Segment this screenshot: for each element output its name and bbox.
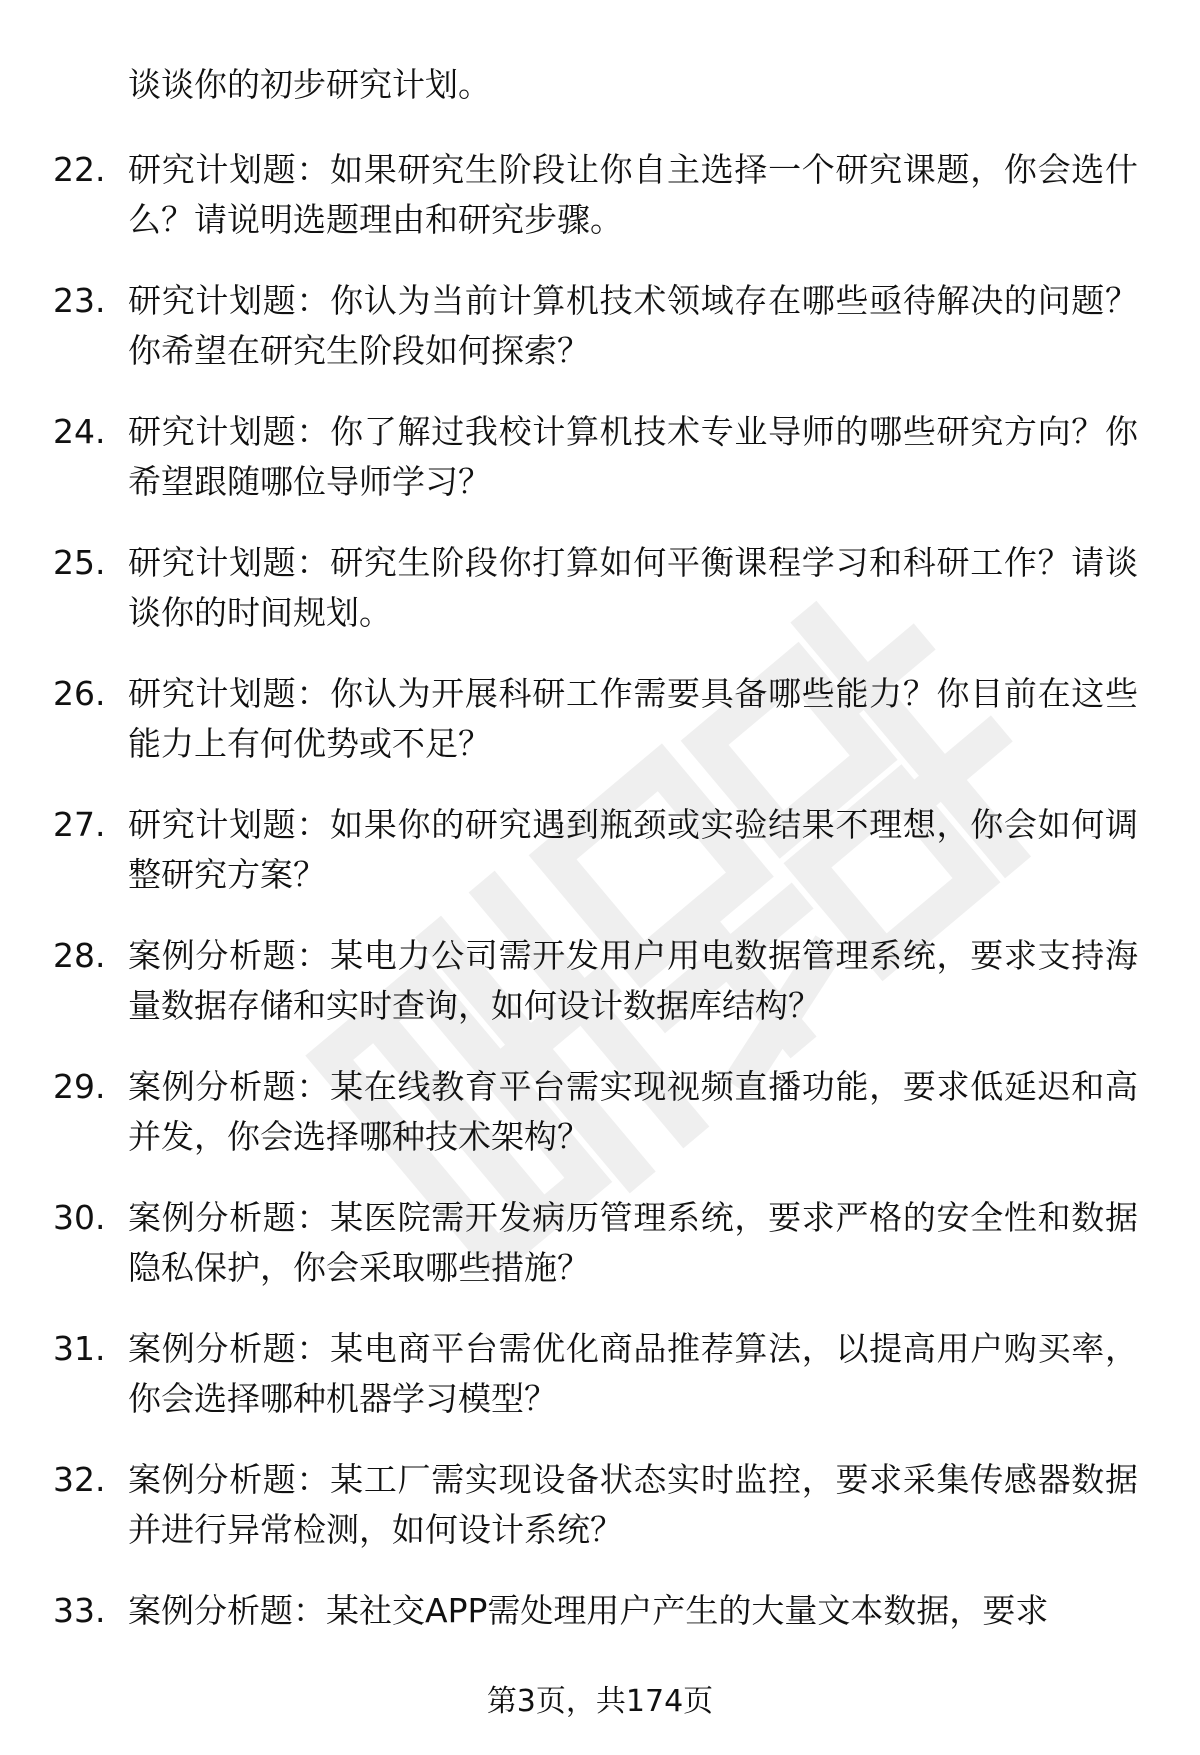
question-number: 30. <box>53 1198 106 1237</box>
continuation-text: 谈谈你的初步研究计划。 <box>128 65 491 104</box>
question-text: 研究计划题：你认为开展科研工作需要具备哪些能力？你目前在这些能力上有何优势或不足？ <box>128 674 1138 763</box>
question-number: 25. <box>53 543 106 582</box>
question-item <box>0 1324 1200 1455</box>
question-item <box>0 931 1200 1062</box>
question-item <box>0 1455 1200 1586</box>
question-text: 研究计划题：你了解过我校计算机技术专业导师的哪些研究方向？你希望跟随哪位导师学习？ <box>128 412 1138 501</box>
question-item <box>0 145 1200 276</box>
question-number: 29. <box>53 1067 106 1106</box>
question-number: 26. <box>53 674 106 713</box>
question-item <box>0 1193 1200 1324</box>
question-text: 案例分析题：某在线教育平台需实现视频直播功能，要求低延迟和高并发，你会选择哪种技术架构？ <box>128 1067 1138 1156</box>
question-number: 24. <box>53 412 106 451</box>
question-text: 研究计划题：你认为当前计算机技术领域存在哪些亟待解决的问题？你希望在研究生阶段如何探索？ <box>128 281 1138 370</box>
question-text: 案例分析题：某电力公司需开发用户用电数据管理系统，要求支持海量数据存储和实时查询，如何设计数据库结构？ <box>128 936 1138 1025</box>
question-text: 研究计划题：研究生阶段你打算如何平衡课程学习和科研工作？请谈谈你的时间规划。 <box>128 543 1138 632</box>
question-text: 案例分析题：某社交APP需处理用户产生的大量文本数据，要求 <box>128 1591 1049 1630</box>
question-item <box>0 407 1200 538</box>
question-number: 27. <box>53 805 106 844</box>
question-list <box>0 145 1200 1717</box>
question-number: 28. <box>53 936 106 975</box>
question-number: 31. <box>53 1329 106 1368</box>
page-footer: 第3页，共174页 <box>486 1684 714 1719</box>
question-text: 案例分析题：某工厂需实现设备状态实时监控，要求采集传感器数据并进行异常检测，如何设计系统？ <box>128 1460 1138 1549</box>
question-number: 32. <box>53 1460 106 1499</box>
question-text: 案例分析题：某医院需开发病历管理系统，要求严格的安全性和数据隐私保护，你会采取哪些措施？ <box>128 1198 1138 1287</box>
question-number: 23. <box>53 281 106 320</box>
question-item <box>0 538 1200 669</box>
question-number: 22. <box>53 150 106 189</box>
question-item <box>0 276 1200 407</box>
question-number: 33. <box>53 1591 106 1630</box>
question-item <box>0 1062 1200 1193</box>
question-text: 研究计划题：如果研究生阶段让你自主选择一个研究课题，你会选什么？请说明选题理由和研究步骤。 <box>128 150 1138 239</box>
question-item <box>0 800 1200 931</box>
question-item <box>0 669 1200 800</box>
question-text: 案例分析题：某电商平台需优化商品推荐算法，以提高用户购买率，你会选择哪种机器学习模型？ <box>128 1329 1138 1418</box>
question-text: 研究计划题：如果你的研究遇到瓶颈或实验结果不理想，你会如何调整研究方案？ <box>128 805 1138 894</box>
